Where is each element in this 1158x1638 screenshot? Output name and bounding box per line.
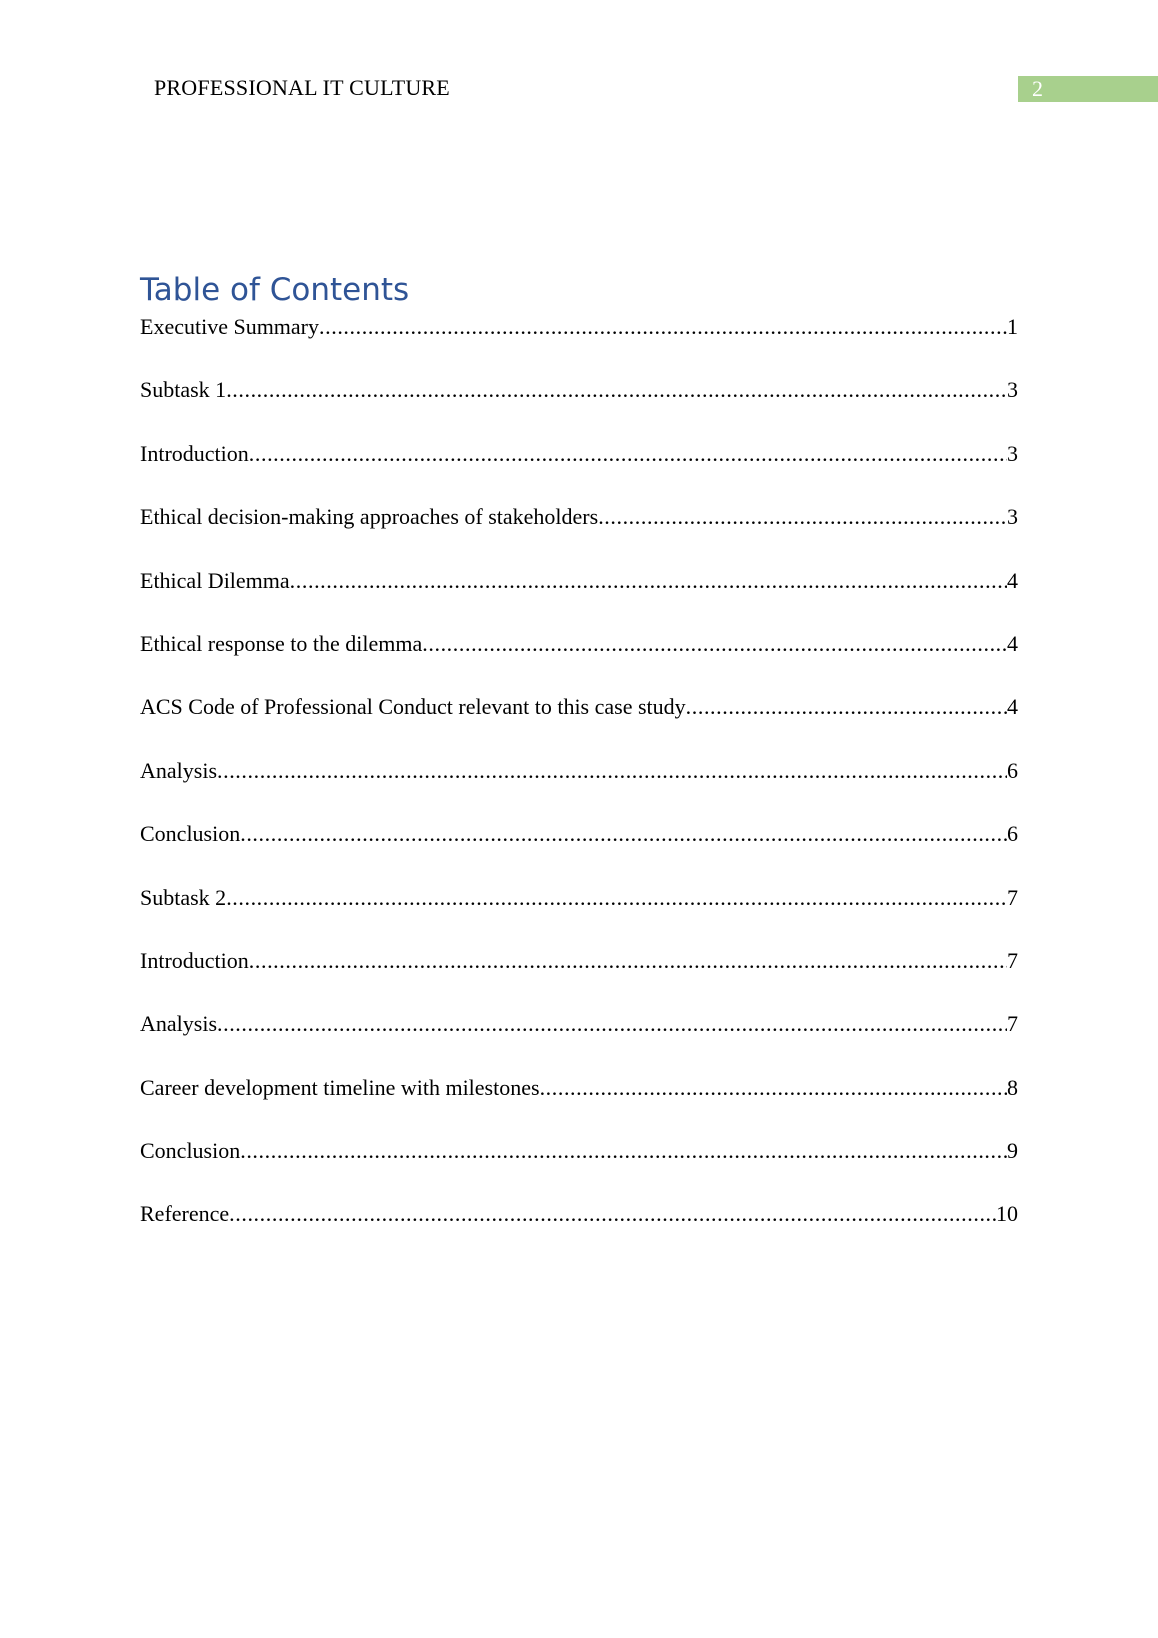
- toc-entry-title: Conclusion: [140, 821, 241, 847]
- toc-dot-leader: [319, 313, 1007, 341]
- toc-entry-title: Analysis: [140, 1011, 217, 1037]
- toc-entry-acs-code[interactable]: [140, 693, 1018, 756]
- toc-entry-subtask-1[interactable]: [140, 376, 1018, 439]
- toc-heading: Table of Contents: [140, 272, 410, 308]
- toc-entry-page: 7: [1007, 947, 1018, 973]
- toc-dot-leader: [540, 1074, 1007, 1102]
- toc-entry-title: Reference: [140, 1201, 230, 1227]
- table-of-contents: [140, 313, 1018, 1264]
- toc-dot-leader: [226, 376, 1007, 404]
- toc-entry-title: Career development timeline with milestones: [140, 1074, 540, 1100]
- toc-entry-conclusion[interactable]: [140, 820, 1018, 883]
- page-number-badge: [1018, 76, 1158, 102]
- toc-entry-title: Executive Summary: [140, 314, 320, 339]
- toc-entry-introduction[interactable]: [140, 440, 1018, 503]
- toc-entry-title: Conclusion: [140, 1138, 241, 1164]
- toc-entry-page: 4: [1007, 567, 1018, 593]
- toc-entry-ethical-dilemma[interactable]: [140, 567, 1018, 630]
- toc-dot-leader: [240, 820, 1007, 848]
- toc-entry-title: ACS Code of Professional Conduct relevant to this case study: [140, 694, 686, 720]
- toc-entry-page: 7: [1007, 1011, 1018, 1037]
- toc-entry-title: Ethical decision-making approaches of stakeholders: [140, 504, 599, 530]
- page-number: 2: [1032, 76, 1043, 101]
- toc-entry-career-development[interactable]: [140, 1074, 1018, 1137]
- toc-entry-executive-summary[interactable]: [140, 313, 1018, 376]
- toc-entry-page: 1: [1007, 314, 1018, 339]
- toc-entry-title: Ethical response to the dilemma: [140, 630, 423, 656]
- toc-entry-title: Introduction: [140, 440, 249, 466]
- toc-dot-leader: [686, 693, 1007, 721]
- toc-entry-subtask-2[interactable]: [140, 884, 1018, 947]
- toc-entry-page: 3: [1007, 504, 1018, 530]
- toc-entry-page: 10: [996, 1201, 1018, 1227]
- running-header-title: PROFESSIONAL IT CULTURE: [154, 75, 450, 100]
- toc-entry-introduction[interactable]: [140, 947, 1018, 1010]
- toc-entry-page: 9: [1007, 1138, 1018, 1164]
- toc-entry-title: Ethical Dilemma: [140, 567, 290, 593]
- toc-dot-leader: [226, 884, 1007, 912]
- toc-dot-leader: [217, 757, 1007, 785]
- toc-entry-page: 6: [1007, 757, 1018, 783]
- toc-entry-analysis[interactable]: [140, 757, 1018, 820]
- toc-dot-leader: [240, 1137, 1007, 1165]
- toc-dot-leader: [598, 503, 1007, 531]
- toc-dot-leader: [422, 630, 1007, 658]
- toc-entry-page: 6: [1007, 821, 1018, 847]
- toc-dot-leader: [249, 947, 1007, 975]
- toc-entry-page: 4: [1007, 630, 1018, 656]
- toc-entry-ethical-decision-making[interactable]: [140, 503, 1018, 566]
- toc-entry-page: 7: [1007, 884, 1018, 910]
- toc-entry-title: Subtask 1: [140, 377, 227, 403]
- toc-entry-conclusion[interactable]: [140, 1137, 1018, 1200]
- toc-entry-page: 3: [1007, 377, 1018, 403]
- toc-entry-reference[interactable]: [140, 1200, 1018, 1263]
- toc-entry-title: Introduction: [140, 947, 249, 973]
- toc-dot-leader: [229, 1200, 996, 1228]
- toc-dot-leader: [290, 567, 1007, 595]
- toc-entry-page: 3: [1007, 440, 1018, 466]
- toc-entry-title: Analysis: [140, 757, 217, 783]
- toc-dot-leader: [249, 440, 1007, 468]
- toc-dot-leader: [217, 1010, 1007, 1038]
- toc-entry-page: 4: [1007, 694, 1018, 720]
- toc-entry-ethical-response[interactable]: [140, 630, 1018, 693]
- toc-entry-analysis[interactable]: [140, 1010, 1018, 1073]
- toc-entry-title: Subtask 2: [140, 884, 227, 910]
- toc-entry-page: 8: [1007, 1074, 1018, 1100]
